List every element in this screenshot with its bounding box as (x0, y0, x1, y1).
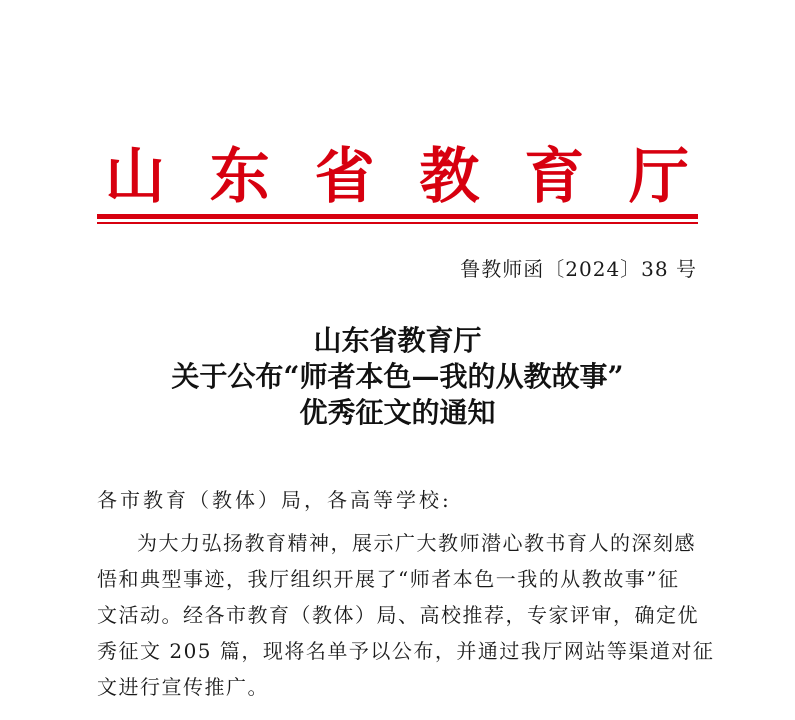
title-line: 山东省教育厅 (313, 324, 482, 357)
body-line: 文活动。经各市教育（教体）局、高校推荐，专家评审，确定优 (97, 603, 699, 627)
issuer-char: 育 (524, 142, 585, 212)
body-line: 文进行宣传推广。 (97, 675, 269, 699)
body-line: 秀征文 205 篇，现将名单予以公布，并通过我厅网站等渠道对征 (97, 639, 715, 663)
issuer-char: 教 (419, 142, 480, 212)
issuer-char: 山 (105, 142, 165, 212)
body-line: 悟和典型事迹，我厅组织开展了“师者本色一我的从教故事”征 (97, 567, 680, 591)
header-divider-thin (97, 222, 698, 224)
issuer-char: 厅 (628, 142, 689, 212)
header-divider-thick (97, 214, 698, 219)
issuer-char: 省 (314, 142, 375, 212)
issuer-char: 东 (209, 142, 270, 212)
body-paragraph (97, 525, 715, 705)
issuer-header (97, 138, 697, 216)
salutation: 各市教育（教体）局，各高等学校: (97, 488, 452, 512)
body-line: 为大力弘扬教育精神，展示广大教师潜心教书育人的深刻感 (137, 531, 696, 555)
title-line: 优秀征文的通知 (299, 396, 496, 429)
title-line: 关于公布“师者本色—我的从教故事” (171, 360, 624, 393)
document-number: 鲁教师函〔2024〕38 号 (460, 257, 697, 281)
document-title (97, 323, 698, 431)
